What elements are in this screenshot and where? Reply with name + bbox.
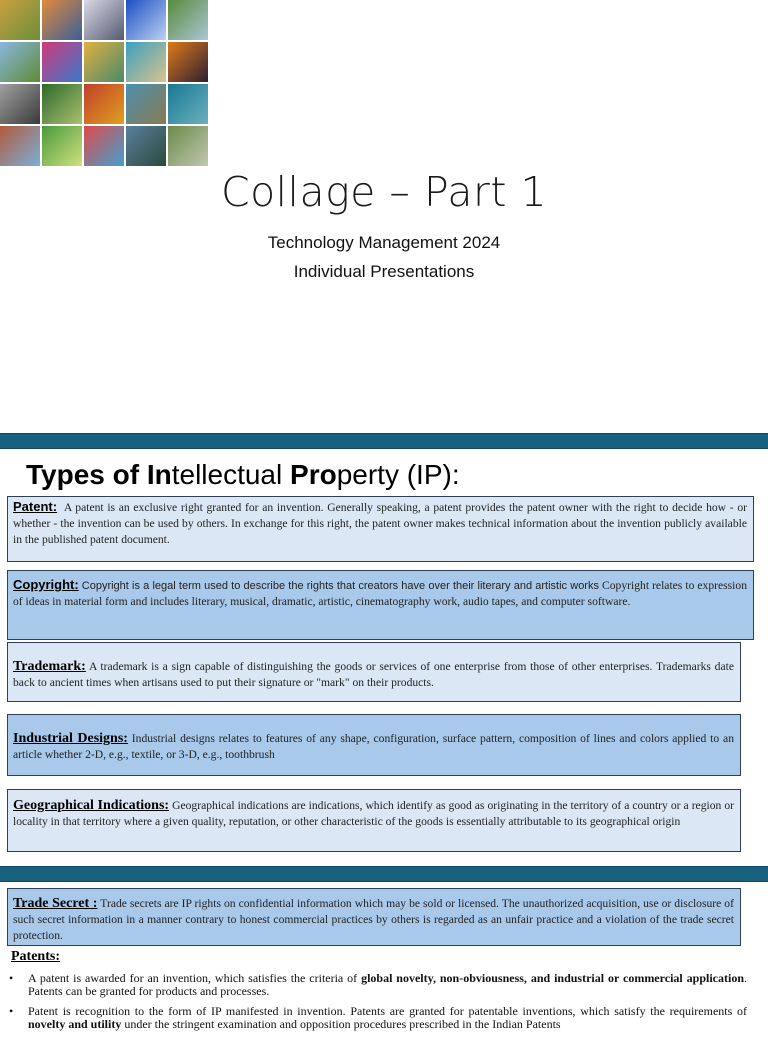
pier-sunset-photo (42, 0, 82, 40)
subtitle-presentations: Individual Presentations (293, 262, 475, 281)
geographical-indications-box (7, 789, 741, 852)
text-emphasis: novelty and utility (28, 1016, 122, 1031)
tropical-beach-photo (126, 42, 166, 82)
trade-secret-box (7, 888, 741, 946)
list-item-text (28, 972, 747, 997)
patent-definition: A patent is an exclusive right granted for an invention. Generally speaking, a patent provides the patent owner with the right to decide how - or whether - the invention can be used by others. In exchange for this right, the patent owner makes technical information about the invention publicly available in the published patent document. (13, 501, 747, 546)
industrial-designs-box (7, 714, 741, 776)
copyright-box (7, 570, 754, 640)
list-item (9, 972, 747, 997)
sunset-sailboat-photo (168, 42, 208, 82)
list-item (9, 1005, 747, 1030)
copyright-scope: Copyright relates to expression of ideas in material form and includes literary, musical, dramatic, artistic, cinematography work, audio tapes, and computer software. (13, 579, 747, 608)
section-divider-band (0, 866, 768, 882)
fruit-slices-photo (0, 0, 40, 40)
trademark-definition: A trademark is a sign capable of distinguishing the goods or services of one enterprise from those of other enterprises. Trademarks date back to ancient times when artisans used to put their signature or "mark" on their products. (13, 660, 734, 689)
slide-title: Collage – Part 1 (220, 168, 548, 216)
slide-subtitle (0, 228, 768, 286)
text-part: . Patents can be granted for products and processes. (28, 971, 747, 998)
copyright-term: Copyright: (13, 577, 79, 592)
colorful-bokeh-photo (42, 42, 82, 82)
green-hills-photo (168, 0, 208, 40)
heading-part: Pro (290, 459, 337, 490)
trademark-box (7, 642, 741, 702)
lagoon-aerial-photo (168, 84, 208, 124)
list-item-text (28, 1005, 747, 1030)
title-block (0, 160, 768, 286)
blue-flowers-photo (126, 0, 166, 40)
subtitle-course: Technology Management 2024 (267, 233, 501, 252)
section-divider-band (0, 433, 768, 449)
text-part: Patent is recognition to the form of IP manifested in invention. Patents are granted for patentable inventions, which satisfy the requirements of (28, 1004, 747, 1018)
patents-heading: Patents: (11, 949, 60, 964)
text-emphasis: global novelty, non-obviousness, and industrial or commercial application (361, 971, 744, 985)
trade-secret-term: Trade Secret : (13, 896, 98, 911)
ip-types-heading (26, 459, 460, 491)
rocky-coast-photo (126, 84, 166, 124)
photo-collage (0, 0, 208, 168)
copyright-definition: Copyright is a legal term used to describe the rights that creators have over their literary and artistic works (81, 580, 599, 592)
trade-secret-definition: Trade secrets are IP rights on confidential information which may be sold or licensed. The unauthorized acquisition, use or disclosure of such secret information in a manner contrary to honest commercial practices by others is regarded as an unfair practice and a violation of the trade secret protection. (13, 897, 734, 942)
meadow-sky-photo (0, 42, 40, 82)
colored-pencils-photo (84, 42, 124, 82)
industrial-designs-definition: Industrial designs relates to features of any shape, configuration, surface pattern, composition of lines and colors applied to an article whether 2-D, e.g., textile, or 3-D, e.g., toothbrush (13, 732, 734, 761)
autumn-trees-photo (84, 84, 124, 124)
text-part: A patent is awarded for an invention, which satisfies the criteria of (28, 971, 362, 985)
bullet-icon: • (9, 1004, 14, 1018)
geographical-indications-definition: Geographical indications are indications, which identify as good as originating in the territory of a country or a region or locality in that territory where a given quality, reputation, or other characteristic of the goods is essentially attributable to its geographical origin (13, 799, 734, 828)
paint-splash-photo (84, 0, 124, 40)
heading-part: tellectual (171, 459, 291, 490)
heading-part: perty (IP): (336, 459, 460, 490)
patent-term: Patent: (13, 499, 58, 514)
trademark-term: Trademark: (13, 659, 86, 674)
industrial-designs-term: Industrial Designs: (13, 731, 128, 746)
bullet-icon: • (9, 971, 14, 985)
stone-statue-photo (0, 84, 40, 124)
patent-box (7, 496, 754, 562)
patents-list (9, 972, 747, 1038)
heading-part: Types of In (26, 459, 172, 490)
forest-path-photo (42, 84, 82, 124)
text-part: under the stringent examination and opposition procedures prescribed in the Indian Patents (121, 1016, 561, 1031)
geographical-indications-term: Geographical Indications: (13, 798, 170, 813)
